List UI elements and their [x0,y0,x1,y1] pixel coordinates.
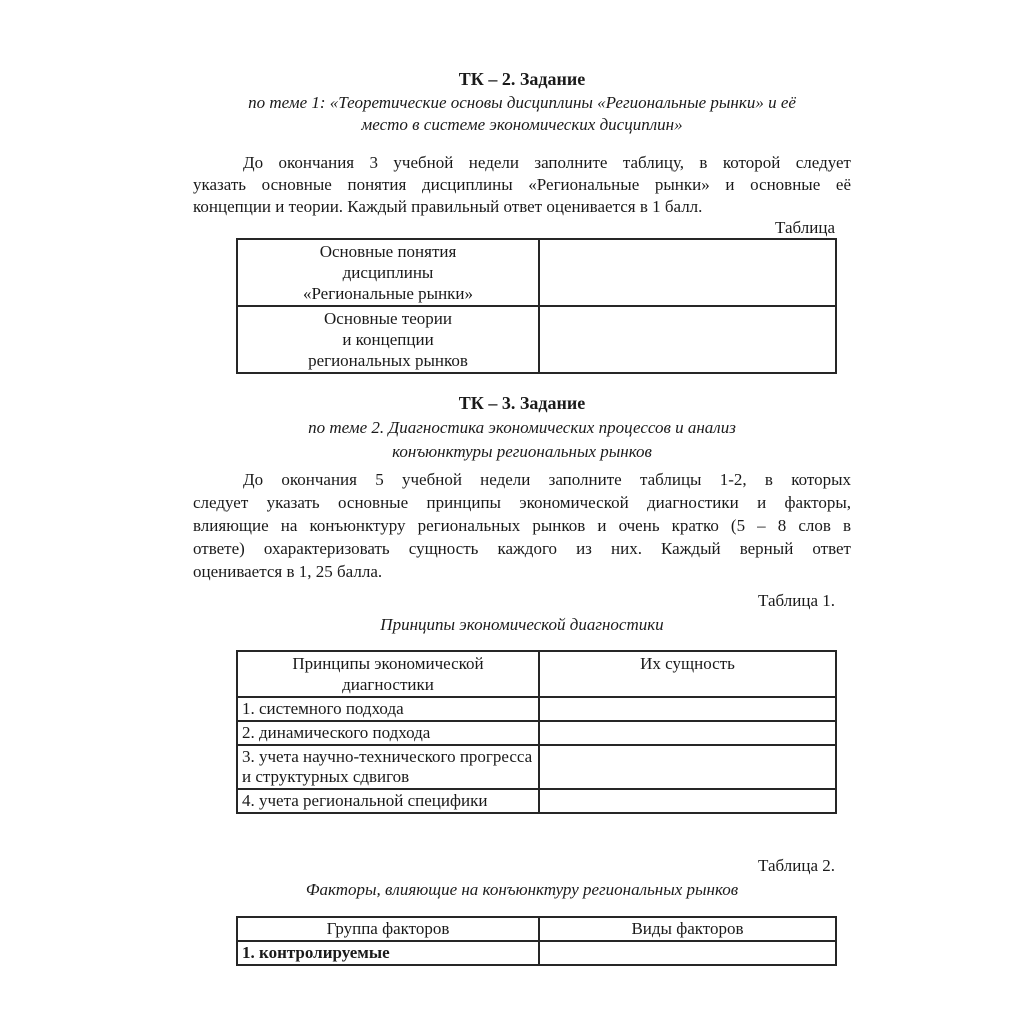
tk3-paragraph-line-3: влияющие на конъюнктуру региональных рынков и очень кратко (5 – 8 слов в [193,516,851,535]
header-line: диагностики [342,675,434,694]
tk3-paragraph-line-1: До окончания 5 учебной недели заполните таблицы 1-2, в которых [243,470,851,489]
tk3-paragraph-line-4: ответе) охарактеризовать сущность каждого из них. Каждый верный ответ [193,539,851,558]
tk2-table-caption: Таблица [775,218,835,237]
empty-answer-cell [539,789,836,813]
table-row [237,721,836,745]
tk3-subtitle-line-2: конъюнктуры региональных рынков [392,442,652,461]
empty-answer-cell [539,941,836,965]
tk2-table-row1-label [237,239,539,306]
principle-label: 4. учета региональной специфики [237,789,539,813]
table-row [237,239,836,306]
factor-group-label: 1. контролируемые [237,941,539,965]
tk3-subtitle [193,416,851,464]
tk2-paragraph-line-2: указать основные понятия дисциплины «Региональные рынки» и основные её [193,175,851,194]
empty-answer-cell [539,721,836,745]
table-row [237,789,836,813]
table-row [237,306,836,373]
document-content [193,68,851,966]
tk2-title: ТК – 2. Задание [458,69,586,89]
table1-caption: Таблица 1. [758,591,835,610]
principle-label: 2. динамического подхода [237,721,539,745]
tk3-paragraph-line-5: оценивается в 1, 25 балла. [193,562,383,581]
factor-types-header-cell: Виды факторов [539,917,836,941]
principle-label: 3. учета научно-технического прогресса и структурных сдвигов [237,745,539,789]
table-header-row [237,651,836,697]
tk3-paragraph [193,468,851,583]
principles-table [236,650,837,814]
table-row [237,941,836,965]
empty-answer-cell [539,239,836,306]
tk2-subtitle [193,92,851,136]
tk3-subtitle-line-1: по теме 2. Диагностика экономических процессов и анализ [308,418,736,437]
empty-answer-cell [539,306,836,373]
tk2-paragraph-line-1: До окончания 3 учебной недели заполните таблицу, в которой следует [243,153,851,172]
table2-subcaption: Факторы, влияющие на конъюнктуру региональных рынков [305,880,739,899]
tk2-subtitle-line-2: место в системе экономических дисциплин» [361,115,683,134]
label-line: Основные теории [324,309,452,328]
empty-answer-cell [539,697,836,721]
table2-caption: Таблица 2. [758,856,835,875]
label-line: дисциплины [342,263,434,282]
principle-label: 1. системного подхода [237,697,539,721]
tk2-paragraph-line-3: концепции и теории. Каждый правильный ответ оценивается в 1 балл. [193,197,703,216]
table-row [237,745,836,789]
tk2-table [236,238,837,374]
empty-answer-cell [539,745,836,789]
tk2-subtitle-line-1: по теме 1: «Теоретические основы дисциплины «Региональные рынки» и её [248,93,796,112]
label-line: региональных рынков [308,351,468,370]
label-line: и концепции [342,330,434,349]
tk3-paragraph-line-2: следует указать основные принципы экономической диагностики и факторы, [193,493,851,512]
table-row [237,697,836,721]
header-line: Принципы экономической [292,654,484,673]
table1-subcaption: Принципы экономической диагностики [380,615,664,634]
label-line: Основные понятия [319,242,457,261]
label-line: «Региональные рынки» [302,284,474,303]
tk3-title: ТК – 3. Задание [458,393,586,413]
factor-group-header-cell: Группа факторов [237,917,539,941]
factors-table [236,916,837,966]
tk2-paragraph [193,152,851,218]
essence-header-cell: Их сущность [539,651,836,697]
tk2-table-row2-label [237,306,539,373]
table-header-row [237,917,836,941]
principles-header-cell [237,651,539,697]
